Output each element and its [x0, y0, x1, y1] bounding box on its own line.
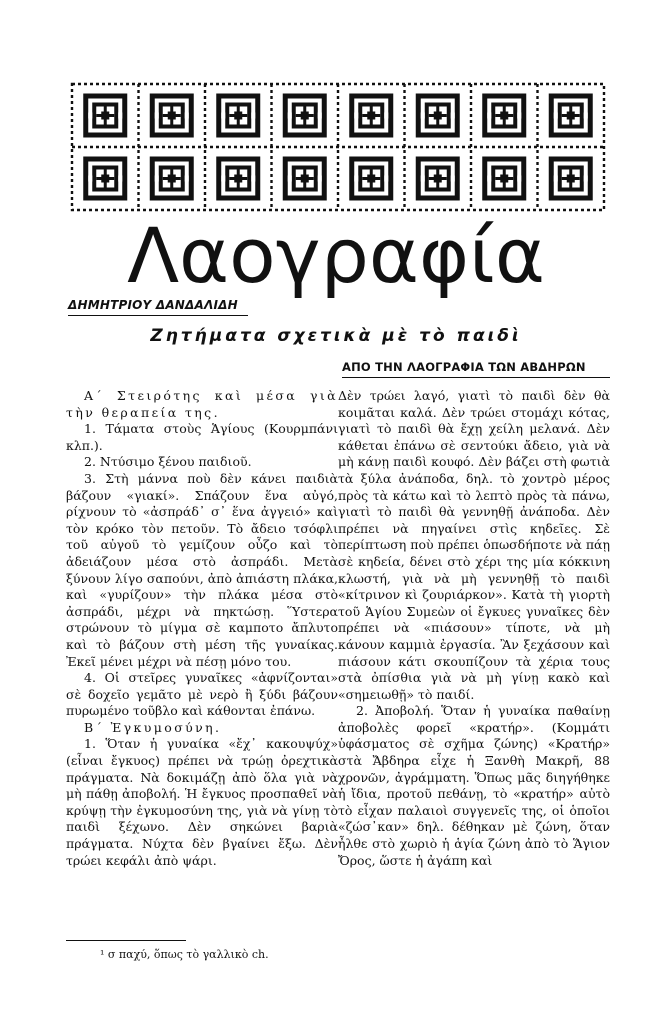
- author-name: ΔΗΜΗΤΡΙΟΥ ΔΑΝΔΑΛΙΔΗ: [68, 298, 238, 312]
- right-column: [338, 388, 610, 869]
- paragraph: 4. Οἱ στεῖρες γυναῖκες «ἀφνίζονται» σὲ δοχεῖο γεμᾶτο μὲ νερὸ ἢ ξύδι βάζουν πυρωμένο τοῦβλο καὶ κάθονται ἐπάνω.: [66, 670, 338, 719]
- ornamental-border: [70, 82, 606, 212]
- section-heading-b: Β΄ Ἐγκυμοσύνη.: [84, 719, 222, 735]
- section-heading-a: Α΄ Στειρότης καὶ μέσα γιὰ τὴν θεραπεία της.: [66, 388, 338, 420]
- article-subtitle: Ζητήματα σχετικὰ μὲ τὸ παιδὶ: [150, 326, 522, 346]
- left-column: [66, 388, 338, 869]
- paragraph: 2. Ντύσιμο ξένου παιδιοῦ.: [84, 454, 252, 470]
- paragraph: Δὲν τρώει λαγό, γιατὶ τὸ παιδὶ δὲν θὰ κοιμᾶται καλά. Δὲν τρώει στομάχι κότας, γιατὶ τὸ παιδὶ θὰ ἔχῃ χείλη μελανά. Δὲν κάθεται ἐπάνω σὲ σεντούκι ἄδειο, γιὰ νὰ μὴ κάνῃ παιδὶ κουφό. Δὲν βάζει στὴ φωτιὰ τὰ ξύλα ἀνάποδα, δηλ. τὸ χοντρὸ μέρος πρὸς τὰ κάτω καὶ τὸ λεπτὸ πρὸς τὰ πάνω, γιατὶ τὸ παιδὶ θὰ γεννηθῇ ἀνάποδα. Δὲν πρέπει νὰ πηγαίνει στὶς κηδεῖες. Σὲ περίπτωση ποὺ πρέπει ὁπωσδήποτε νὰ πάῃ σὲ κηδεία, δένει στὸ χέρι της μία κόκκινη κλωστή, γιὰ νὰ μὴ γεννηθῇ τὸ παιδὶ «κίτρινον κὶ ζουριάρκον». Κατὰ τὴ γιορτὴ τοῦ Ἁγίου Συμεὼν οἱ ἔγκυες γυναῖκες δὲν πρέπει νὰ «πιάσουν» τίποτε, νὰ μὴ κάνουν καμμιὰ ἐργασία. Ἂν ξεχάσουν καὶ πιάσουν κάτι σκουπίζουν τὰ χέρια τους στὰ ὀπίσθια γιὰ νὰ μὴ γίνῃ κακὸ καὶ «σημειωθῇ» τὸ παιδί.: [338, 388, 610, 702]
- paragraph: 2. Ἀποβολή. Ὅταν ἡ γυναίκα παθαίνῃ ἀποβολὲς φορεῖ «κρατήρ». (Κομμάτι ὑφάσματος σὲ σχῆμα ζώνης) «Κρατήρ» στὰ Ἄβδηρα εἶχε ἡ Ξανθὴ Μακρῆ, 88 χρονῶν, ἀγράμματη. Ὅπως μᾶς διηγήθηκε ἡ ἴδια, προτοῦ πεθάνῃ, τὸ «κρατήρ» αὐτὸ τὸ εἶχαν παλαιοὶ συγγενεῖς της, οἱ ὁποῖοι «ζώσ᾽καν» δηλ. δέθηκαν μὲ ζώνη, ὅταν ἦλθε στὸ χωριὸ ἡ ἁγία ζώνη ἀπὸ τὸ Ἅγιον Ὄρος, ὥστε ἡ ἀγάπη καὶ: [338, 703, 610, 868]
- paragraph: 3. Στὴ μάννα ποὺ δὲν κάνει παιδιὰ βάζουν «γιακί». Σπάζουν ἕνα αὐγό, ρίχνουν τὸ «ἀσπράδ᾽ σ᾽ ἕνα ἀγγειό» καὶ τὸν κρόκο τὸν πετοῦν. Τὸ ἄδειο τσόφλι τοῦ αὐγοῦ τὸ γεμίζουν οὖζο καὶ τὸ ἀδειάζουν μέσα στὸ ἀσπράδι. Μετὰ ξύνουν λίγο σαπούνι, ἀπὸ ἀπιάστη πλάκα, καὶ «γυρίζουν» τὴν πλάκα μέσα στὸ ἀσπράδι, μέχρι νὰ πηκτώσῃ. Ὕστερα στρώνουν τὸ μίγμα σὲ καμποτο ἄπλυτο καὶ τὸ βάζουν στὴ μέση τῆς γυναίκας. Ἐκεῖ μένει μέχρι νὰ πέσῃ μόνο του.: [66, 470, 338, 669]
- author-underline: [68, 315, 248, 316]
- paragraph: 1. Τάματα στοὺς Ἁγίους (Κουρμπάνι κλπ.).: [66, 421, 338, 453]
- footnote: ¹ σ παχύ, ὅπως τὸ γαλλικὸ ch.: [100, 948, 269, 961]
- meander-pattern-icon: [70, 82, 606, 212]
- source-underline: [342, 377, 610, 378]
- article-source: ΑΠΟ ΤΗΝ ΛΑΟΓΡΑΦΙΑ ΤΩΝ ΑΒΔΗΡΩΝ: [342, 360, 586, 374]
- page-title: Λαογραφία: [127, 211, 545, 300]
- paragraph: 1. Ὅταν ἡ γυναίκα «ἔχ᾽ κακουψύχ» (εἶναι ἔγκυος) πρέπει νὰ τρώῃ ὀρεχτικὰ πράγματα. Νὰ δοκιμάζῃ ἀπὸ ὅλα γιὰ νὰ μὴ πάθῃ ἀποβολή. Ἡ ἔγκυος προσπαθεῖ νὰ κρύψῃ τὴν ἐγκυμοσύνη της, γιὰ νὰ γίνῃ τὸ παιδὶ ξέχωνο. Δὲν σηκώνει βαριὰ πράγματα. Νύχτα δὲν βγαίνει ἔξω. Δὲν τρώει κεφάλι ἀπὸ ψάρι.: [66, 736, 338, 868]
- footnote-divider: [66, 940, 186, 941]
